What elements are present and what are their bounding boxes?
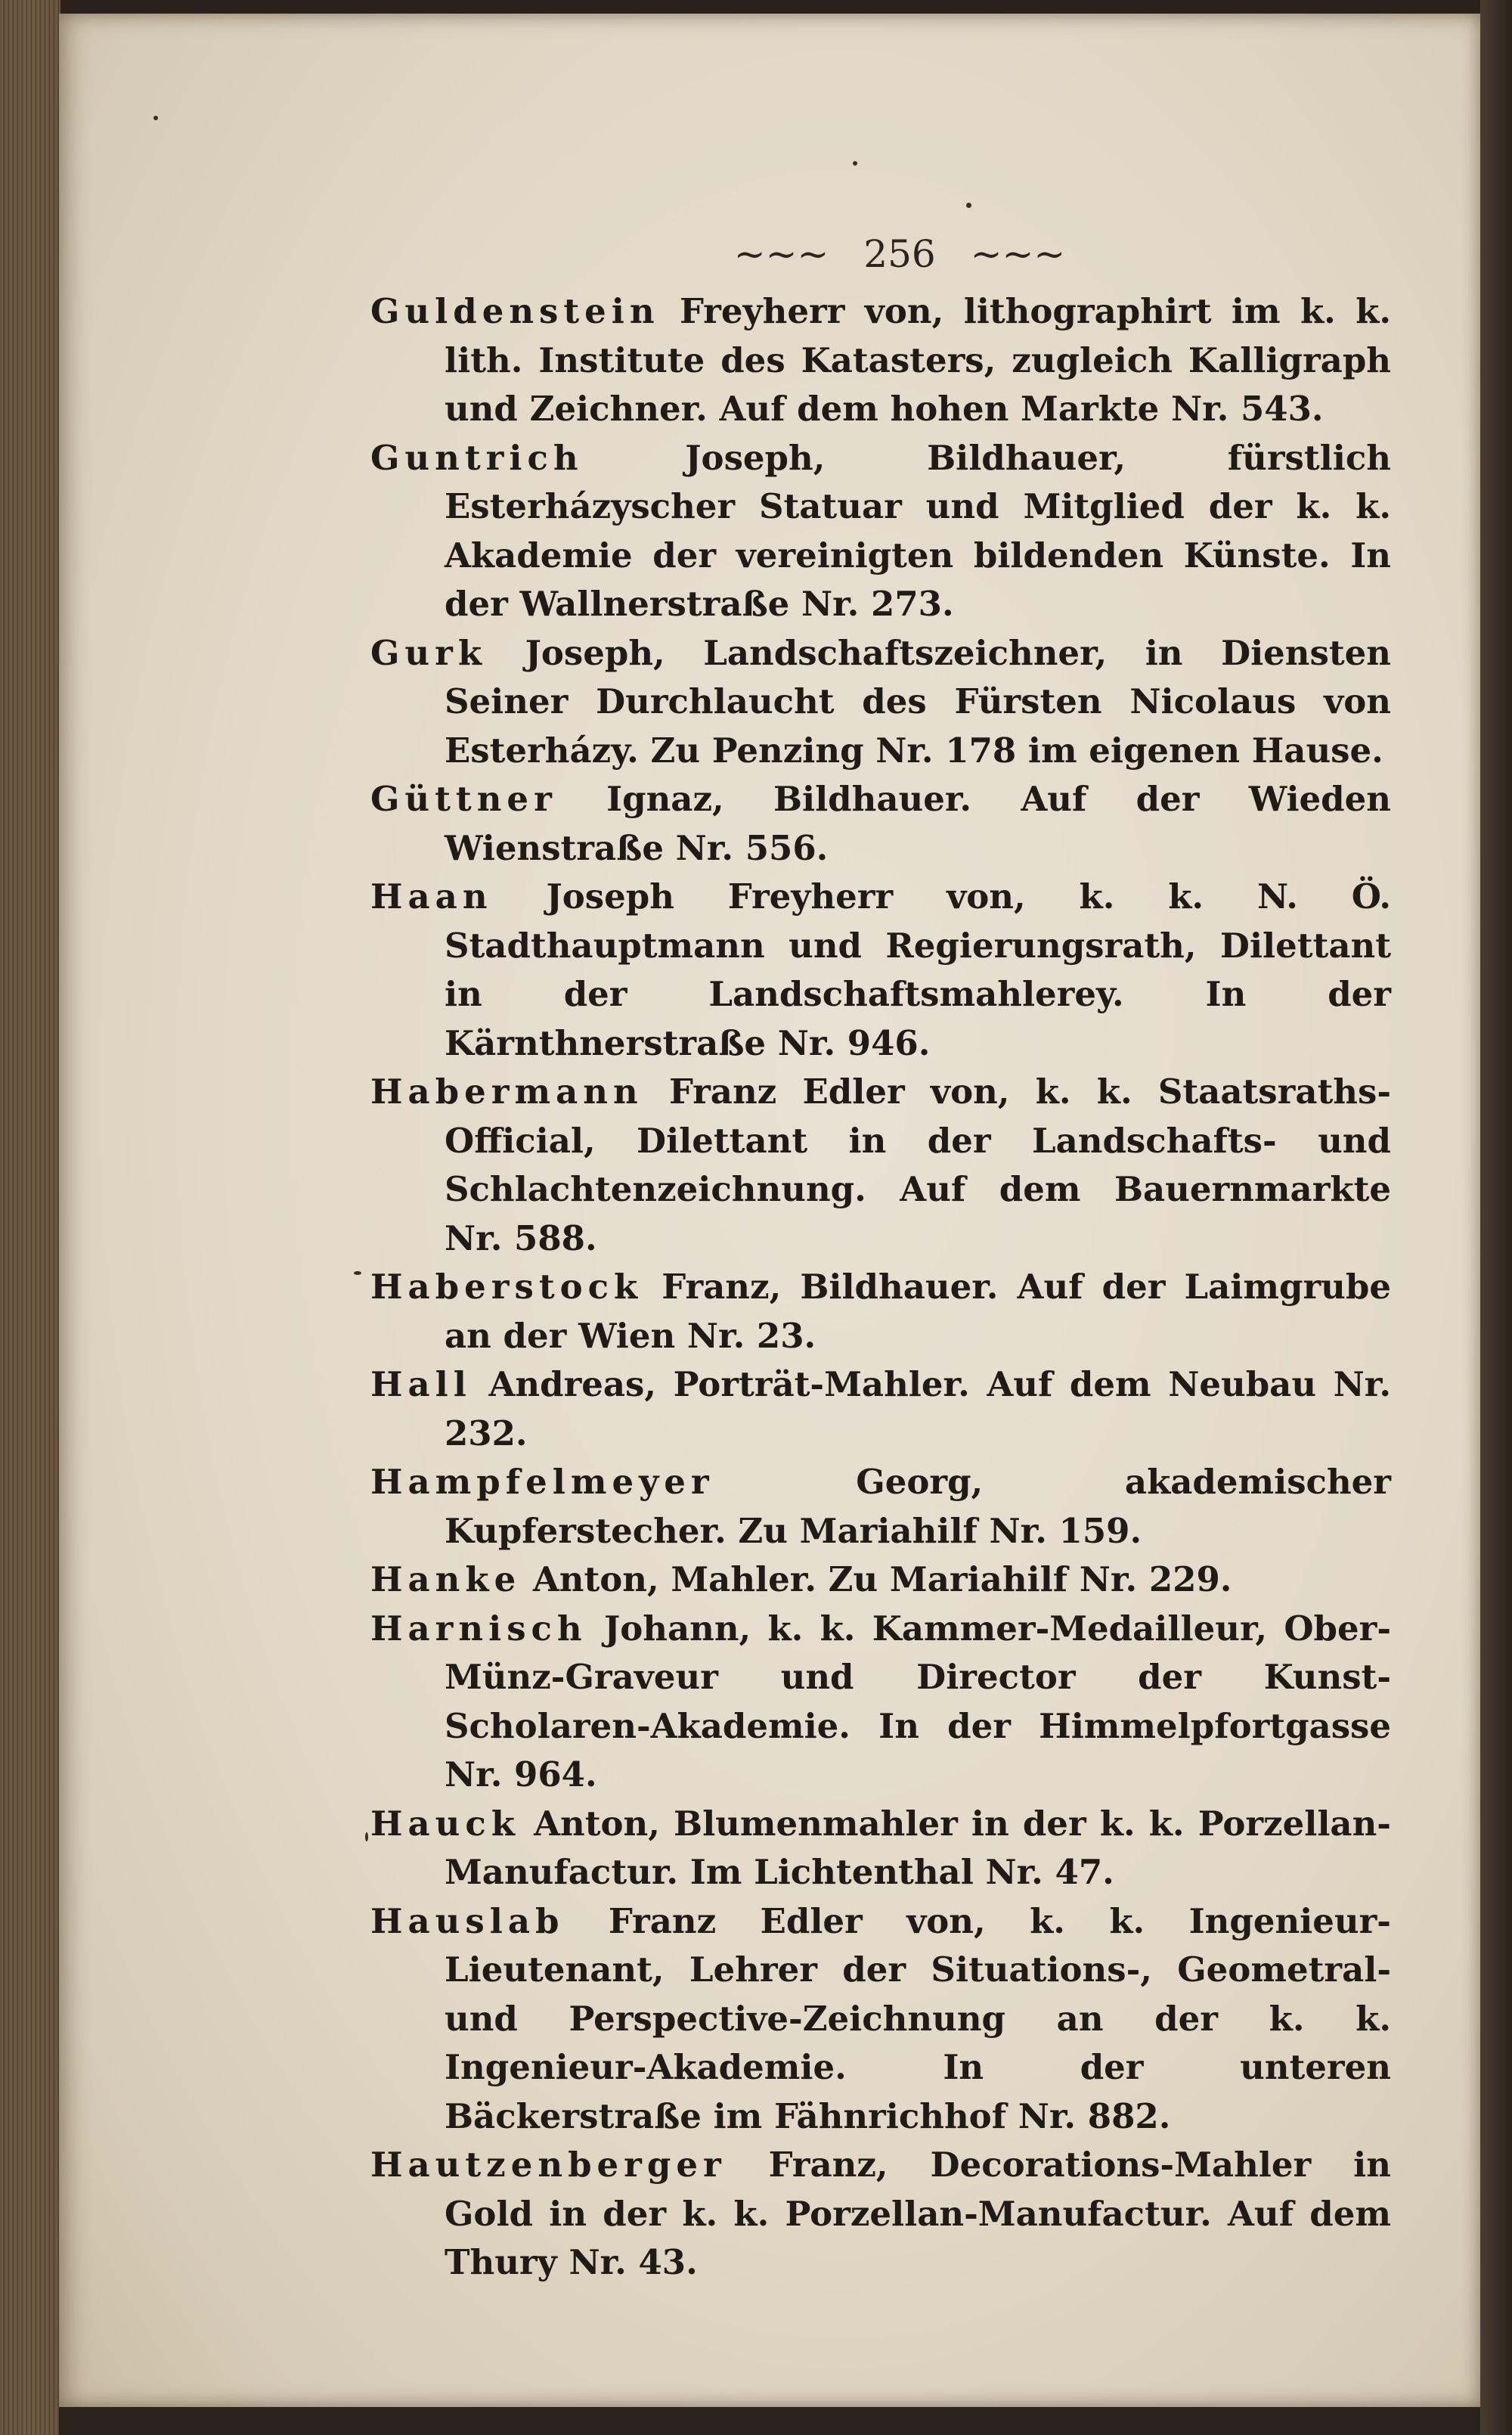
entry-name: Gurk [370,632,488,673]
left-page-edge [0,0,60,2435]
page-number: 256 [863,232,936,276]
entry [370,434,1391,629]
entry [370,2141,1391,2288]
entry-text: Johann, k. k. Kammer-Medailleur, Ober-Münz-Graveur und Director der Kunst-Scholaren-Akademie. In der Himmelpfortgasse Nr. 964. [445,1608,1391,1794]
entry-text: Franz, Bildhauer. Auf der Laimgrube an der Wien Nr. 23. [445,1267,1391,1356]
entry-name: Hampfelmeyer [370,1462,714,1502]
entry-name: Hauslab [370,1900,565,1941]
entry-text: Anton, Blumenmahler in der k. k. Porzellan-Manufactur. Im Lichtenthal Nr. 47. [445,1803,1391,1892]
entry-name: Hautzenberger [370,2145,727,2185]
page-header [726,224,1074,284]
entries-list [370,287,1391,2288]
entry [370,1800,1391,1897]
entry [370,1263,1391,1360]
entry-name: Hall [370,1364,472,1404]
entry-name: Haan [370,876,493,917]
entry [370,629,1391,776]
entry-name: Hanke [370,1559,522,1599]
entry-text: Andreas, Porträt-Mahler. Auf dem Neubau Nr. 232. [445,1364,1391,1453]
ink-speck [966,203,971,208]
entry [370,287,1391,434]
entry-text: Franz, Decorations-Mahler in Gold in der k. k. Porzellan-Manufactur. Auf dem Thury Nr. 43. [445,2145,1391,2282]
entry [370,1458,1391,1556]
ink-speck [354,1271,361,1275]
entry-text: Franz Edler von, k. k. Staatsraths-Official, Dilettant in der Landschafts- und Schlachtenzeichnung. Auf dem Bauernmarkte Nr. 588. [445,1072,1391,1258]
header-ornament-right: ~~~ [970,232,1066,276]
entry-text: Franz Edler von, k. k. Ingenieur-Lieutenant, Lehrer der Situations-, Geometral- und Perspective-Zeichnung an der k. k. Ingenieur-Akademie. In der unteren Bäckerstraße im Fähnrichhof Nr. 882. [445,1900,1391,2136]
entry [370,1556,1391,1605]
entry [370,1068,1391,1263]
entry-text: Georg, akademischer Kupferstecher. Zu Mariahilf Nr. 159. [445,1462,1392,1551]
entry-name: Guntrich [370,437,584,478]
entry-name: Güttner [370,779,557,819]
entry-name: Hauck [370,1803,520,1844]
entry-text: Joseph, Landschaftszeichner, in Diensten Seiner Durchlaucht des Fürsten Nicolaus von Esterházy. Zu Penzing Nr. 178 im eigenen Hause. [445,632,1391,771]
ink-speck [153,116,158,120]
entry-name: Haberstock [370,1267,643,1307]
header-ornament-left: ~~~ [733,232,829,276]
entry-name: Guldenstein [370,291,660,331]
entry [370,1605,1391,1800]
right-edge [1480,0,1512,2435]
bottom-edge [59,2407,1480,2435]
entry [370,1360,1391,1458]
ink-speck [853,161,857,166]
ink-speck [365,1832,368,1841]
entry [370,873,1391,1068]
entry-text: Ignaz, Bildhauer. Auf der Wieden Wienstraße Nr. 556. [445,779,1391,868]
entry-text: Joseph Freyherr von, k. k. N. Ö. Stadthauptmann und Regierungsrath, Dilettant in der Landschaftsmahlerey. In der Kärnthnerstraße Nr. 946. [445,876,1391,1063]
entry [370,775,1391,873]
entry [370,1897,1391,2142]
entry-text: Anton, Mahler. Zu Mariahilf Nr. 229. [532,1559,1232,1599]
entry-text: Joseph, Bildhauer, fürstlich Esterházyscher Statuar und Mitglied der k. k. Akademie der vereinigten bildenden Künste. In der Wallnerstraße Nr. 273. [445,437,1391,624]
entry-name: Harnisch [370,1608,587,1649]
entry-name: Habermann [370,1072,643,1112]
entry-text: Freyherr von, lithographirt im k. k. lith. Institute des Katasters, zugleich Kalligraph und Zeichner. Auf dem hohen Markte Nr. 543. [445,291,1392,429]
